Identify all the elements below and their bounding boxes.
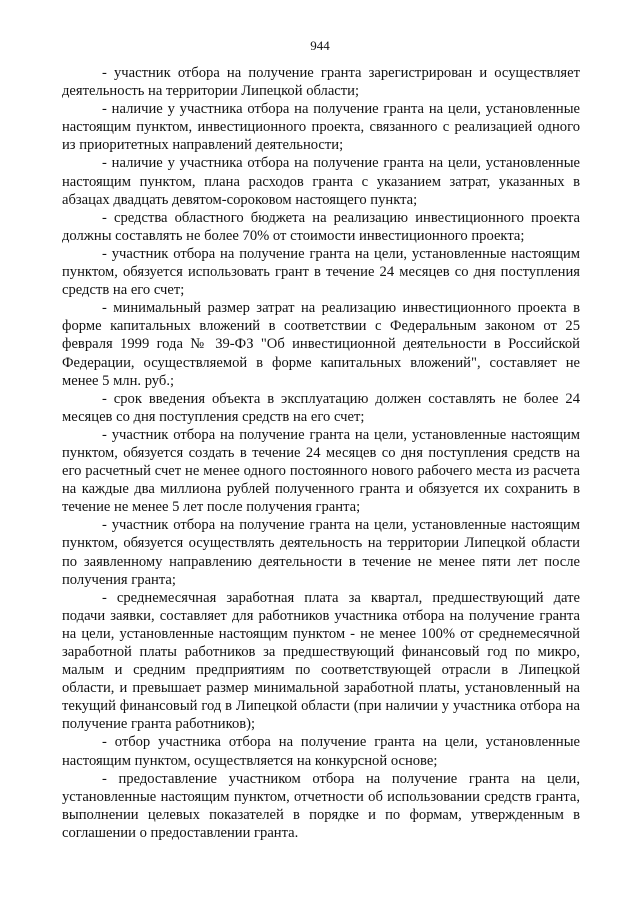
paragraph: - средства областного бюджета на реализацию инвестиционного проекта должны составлять не более 70% от стоимости инвестиционного проекта; (62, 209, 580, 244)
paragraph: - наличие у участника отбора на получение гранта на цели, установленные настоящим пунктом, плана расходов гранта с указанием затрат, указанных в абзацах двадцать девятом-сороковом настоящего пункта; (62, 155, 580, 208)
paragraph: - участник отбора на получение гранта на цели, установленные настоящим пунктом, обязуется создать в течение 24 месяцев со дня поступления средств на его расчетный счет не менее одного постоянного нового рабочего места из расчета на каждые два миллиона рублей полученного гранта и обязуется их сохранить в течение не менее 5 лет после получения гранта; (62, 426, 580, 516)
paragraph: - срок введения объекта в эксплуатацию должен составлять не более 24 месяцев со дня поступления средств на его счет; (62, 390, 580, 425)
document-body (62, 64, 580, 842)
paragraph: - среднемесячная заработная плата за квартал, предшествующий дате подачи заявки, составляет для работников участника отбора на получение гранта на цели, установленные настоящим пунктом - не менее 100% от среднемесячной заработной платы работников за предшествующий финансовый год по микро, малым и средним предприятиям по соответствующей отрасли в Липецкой области, и превышает размер минимальной заработной платы, установленный на текущий финансовый год в Липецкой области (при наличии у участника отбора на получение гранта работников); (62, 589, 580, 733)
paragraph: - предоставление участником отбора на получение гранта на цели, установленные настоящим пунктом, отчетности об использовании средств гранта, выполнении целевых показателей в порядке и по формам, утвержденным в соглашении о предоставлении гранта. (62, 770, 580, 841)
paragraph: - участник отбора на получение гранта зарегистрирован и осуществляет деятельность на территории Липецкой области; (62, 65, 580, 100)
paragraph: - участник отбора на получение гранта на цели, установленные настоящим пунктом, обязуется осуществлять деятельность на территории Липецкой области по заявленному направлению деятельности в течение не менее пяти лет после получения гранта; (62, 517, 580, 588)
paragraph: - участник отбора на получение гранта на цели, установленные настоящим пунктом, обязуется использовать грант в течение 24 месяцев со дня поступления средств на его счет; (62, 245, 580, 299)
paragraph: - отбор участника отбора на получение гранта на цели, установленные настоящим пунктом, осуществляется на конкурсной основе; (62, 734, 580, 769)
paragraph: - наличие у участника отбора на получение гранта на цели, установленные настоящим пунктом, инвестиционного проекта, связанного с реализацией одного из приоритетных направлений деятельности; (62, 101, 580, 154)
paragraph: - минимальный размер затрат на реализацию инвестиционного проекта в форме капитальных вложений в соответствии с Федеральным законом от 25 февраля 1999 года № 39-ФЗ "Об инвестиционной деятельности в Российской Федерации, осуществляемой в форме капитальных вложений", составляет не менее 5 млн. руб.; (62, 300, 580, 389)
page-number: 944 (310, 38, 330, 53)
